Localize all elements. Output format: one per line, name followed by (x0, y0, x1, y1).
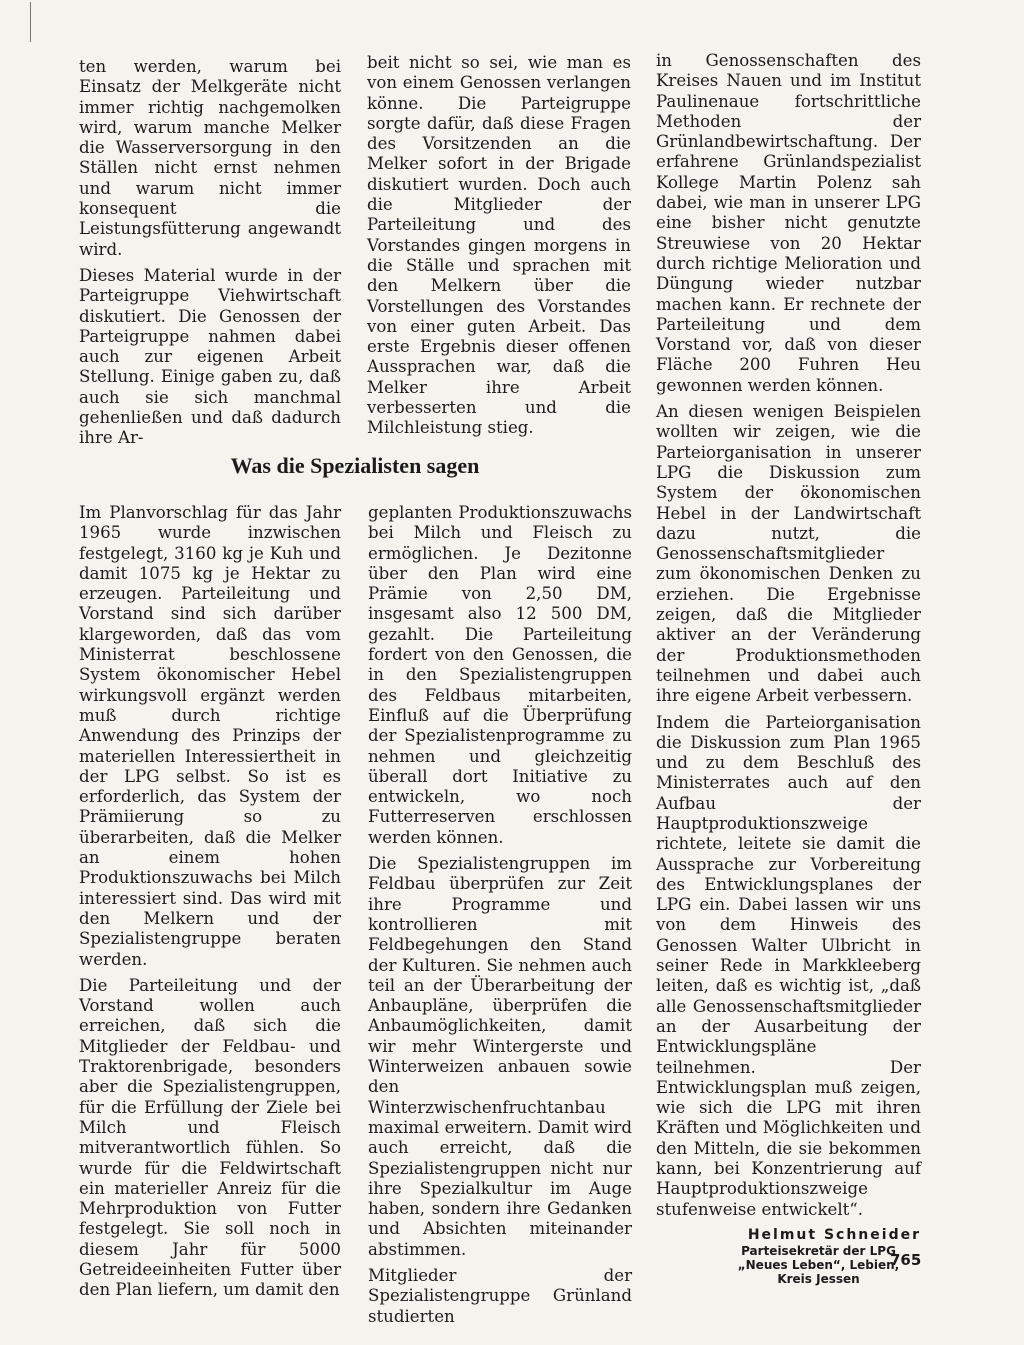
paragraph: Mitglieder der Spezialistengruppe Grünland studierten (368, 1265, 632, 1326)
author-affiliation: „Neues Leben“, Lebien, (737, 1257, 900, 1272)
column-top-left (79, 57, 341, 455)
paragraph: ten werden, warum bei Einsatz der Melkgeräte nicht immer richtig nachgemolken wird, warum manche Melker die Wasserversorgung in den Ställen nicht ernst nehmen und warum nicht immer konsequent die Leistungsfütterung angewandt wird. (79, 57, 341, 259)
paragraph: geplanten Produktionszuwachs bei Milch und Fleisch zu ermöglichen. Je Dezitonne über den Plan wird eine Prämie von 2,50 DM, insgesamt also 12 500 DM, gezahlt. Die Parteileitung fordert von den Genossen, die in den Spezialistengruppen des Feldbaus mitarbeiten, Einfluß auf die Überprüfung der Spezialistenprogramme zu nehmen und gleichzeitig überall dort Initiative zu entwickeln, wo noch Futterreserven erschlossen werden können. (368, 503, 632, 847)
column-bottom-left (79, 503, 341, 1307)
paragraph: Die Parteileitung und der Vorstand wollen auch erreichen, daß sich die Mitglieder der Feldbau- und Traktorenbrigade, besonders aber die Spezialistengruppen, für die Erfüllung der Ziele bei Milch und Fleisch mitverantwortlich fühlen. So wurde für die Feldwirtschaft ein materieller Anreiz für die Mehrproduktion von Futter festgelegt. Sie soll noch in diesem Jahr für 5000 Getreideeinheiten Futter über den Plan liefern, um damit den (79, 975, 341, 1300)
column-bottom-middle (368, 503, 632, 1333)
author-signature (656, 1226, 921, 1286)
page-number: 765 (890, 1251, 922, 1269)
author-name: Helmut Schneider (747, 1226, 921, 1243)
paragraph: Indem die Parteiorganisation die Diskussion zum Plan 1965 und zu dem Beschluß des Ministerrates auch auf den Aufbau der Hauptproduktionszweige richtete, leitete sie damit die Aussprache zur Vorbereitung des Entwicklungsplanes der LPG ein. Dabei lassen wir uns von dem Hinweis des Genossen Walter Ulbricht in seiner Rede in Markkleeberg leiten, daß es wichtig ist, „daß alle Genossenschaftsmitglieder an der Ausarbeitung der Entwicklungspläne teilnehmen. Der Entwicklungsplan muß zeigen, wie sich die LPG mit ihren Kräften und Möglichkeiten und den Mitteln, die sie bekommen kann, bei Konzentrierung auf Hauptproduktionszweige stufenweise entwickelt“. (656, 712, 921, 1219)
paragraph: beit nicht so sei, wie man es von einem Genossen verlangen könne. Die Parteigruppe sorgte dafür, daß diese Fragen des Vorsitzenden an die Melker sofort in der Brigade diskutiert wurden. Doch auch die Mitglieder der Parteileitung und des Vorstandes gingen morgens in die Ställe und sprachen mit den Melkern über die Vorstellungen des Vorstandes von einer guten Arbeit. Das erste Ergebnis dieser offenen Aussprachen war, daß die Melker ihre Arbeit verbesserten und die Milchleistung stieg. (367, 53, 631, 438)
author-location: Kreis Jessen (777, 1271, 860, 1286)
column-top-middle (367, 53, 631, 445)
paragraph: An diesen wenigen Beispielen wollten wir zeigen, wie die Parteiorganisation in unserer LPG die Diskussion zum System der ökonomischen Hebel in der Landwirtschaft dazu nutzt, die Genossenschaftsmitglieder zum ökonomischen Denken zu erziehen. Die Ergebnisse zeigen, daß die Mitglieder aktiver an der Veränderung der Produktionsmethoden teilnehmen und dabei auch ihre eigene Arbeit verbessern. (656, 402, 921, 706)
column-right (656, 51, 921, 1286)
scan-mark (30, 2, 32, 42)
paragraph: in Genossenschaften des Kreises Nauen und im Institut Paulinenaue fortschrittliche Methoden der Grünlandbewirtschaftung. Der erfahrene Grünlandspezialist Kollege Martin Polenz sah dabei, wie man in unserer LPG eine bisher nicht genutzte Streuwiese von 20 Hektar durch richtige Melioration und Düngung wieder nutzbar machen kann. Er rechnete der Parteileitung und dem Vorstand vor, daß von dieser Fläche 200 Fuhren Heu gewonnen werden können. (656, 51, 921, 395)
paragraph: Die Spezialistengruppen im Feldbau überprüfen zur Zeit ihre Programme und kontrollieren mit Feldbegehungen den Stand der Kulturen. Sie nehmen auch teil an der Überarbeitung der Anbaupläne, überprüfen die Anbaumöglichkeiten, damit wir mehr Wintergerste und Winterweizen anbauen sowie den Winterzwischenfruchtanbau maximal erweitern. Damit wird auch erreicht, daß die Spezialistengruppen nicht nur ihre Spezialkultur im Auge haben, sondern ihre Gedanken und Absichten miteinander abstimmen. (368, 854, 632, 1259)
paragraph: Im Planvorschlag für das Jahr 1965 wurde inzwischen festgelegt, 3160 kg je Kuh und damit 1075 kg je Hektar zu erzeugen. Parteileitung und Vorstand sind sich darüber klargeworden, daß das vom Ministerrat beschlossene System ökonomischer Hebel wirkungsvoll ergänzt werden muß durch richtige Anwendung des Prinzips der materiellen Interessiertheit in der LPG selbst. So ist es erforderlich, das System der Prämiierung so zu überarbeiten, daß die Melker an einem hohen Produktionszuwachs bei Milch interessiert sind. Das wird mit den Melkern und der Spezialistengruppe beraten werden. (79, 503, 341, 969)
paragraph: Dieses Material wurde in der Parteigruppe Viehwirtschaft diskutiert. Die Genossen der Parteigruppe nahmen dabei auch zur eigenen Arbeit Stellung. Einige gaben zu, daß auch sie sich manchmal gehenließen und daß dadurch ihre Ar- (79, 265, 341, 448)
section-heading: Was die Spezialisten sagen (230, 453, 480, 478)
author-role: Parteisekretär der LPG (741, 1243, 896, 1258)
